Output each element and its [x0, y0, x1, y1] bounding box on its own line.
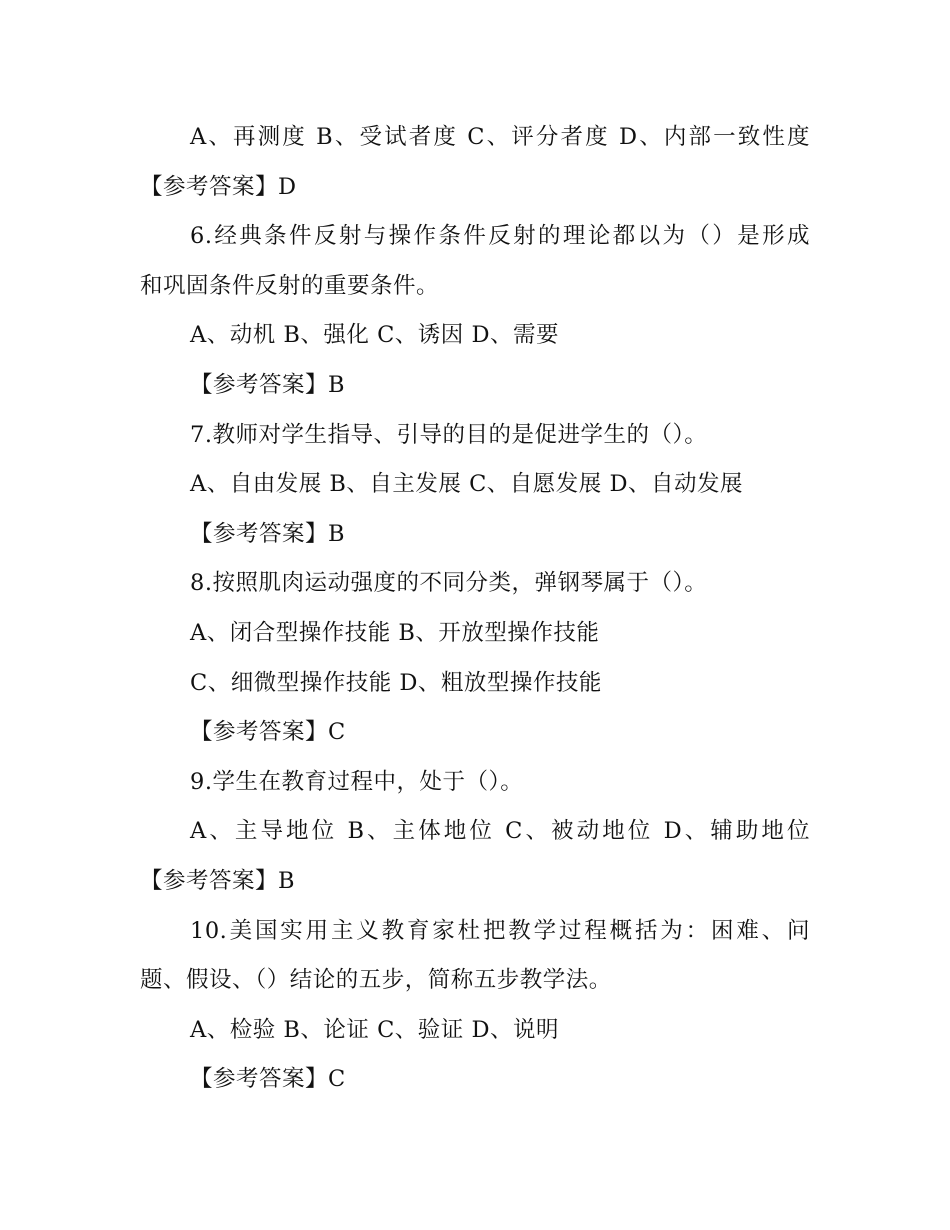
q5-options: A、再测度 B、受试者度 C、评分者度 D、内部一致性度 — [190, 124, 810, 150]
q6-options: A、动机 B、强化 C、诱因 D、需要 — [190, 322, 559, 348]
q7-answer: 【参考答案】B — [190, 521, 346, 547]
q10-answer: 【参考答案】C — [190, 1066, 346, 1092]
q5-answer: 【参考答案】D — [140, 174, 297, 200]
q9-stem: 9.学生在教育过程中，处于（）。 — [190, 769, 524, 795]
q8-answer: 【参考答案】C — [190, 719, 346, 745]
q7-options: A、自由发展 B、自主发展 C、自愿发展 D、自动发展 — [190, 471, 743, 497]
q10-options: A、检验 B、论证 C、验证 D、说明 — [190, 1017, 559, 1043]
q9-answer: 【参考答案】B — [140, 868, 296, 894]
q6-answer: 【参考答案】B — [190, 372, 346, 398]
q7-stem: 7.教师对学生指导、引导的目的是促进学生的（）。 — [190, 422, 708, 448]
q10-stem-line2: 题、假设、（）结论的五步，简称五步教学法。 — [140, 967, 612, 993]
q8-stem: 8.按照肌肉运动强度的不同分类，弹钢琴属于（）。 — [190, 570, 708, 596]
q8-options-line2: C、细微型操作技能 D、粗放型操作技能 — [190, 670, 602, 696]
q9-options: A、主导地位 B、主体地位 C、被动地位 D、辅助地位 — [190, 818, 810, 844]
q6-stem-line1: 6.经典条件反射与操作条件反射的理论都以为（）是形成 — [190, 223, 810, 249]
q8-options-line1: A、闭合型操作技能 B、开放型操作技能 — [190, 620, 600, 646]
q6-stem-line2: 和巩固条件反射的重要条件。 — [140, 273, 440, 299]
q10-stem-line1: 10.美国实用主义教育家杜把教学过程概括为：困难、问 — [190, 918, 810, 944]
